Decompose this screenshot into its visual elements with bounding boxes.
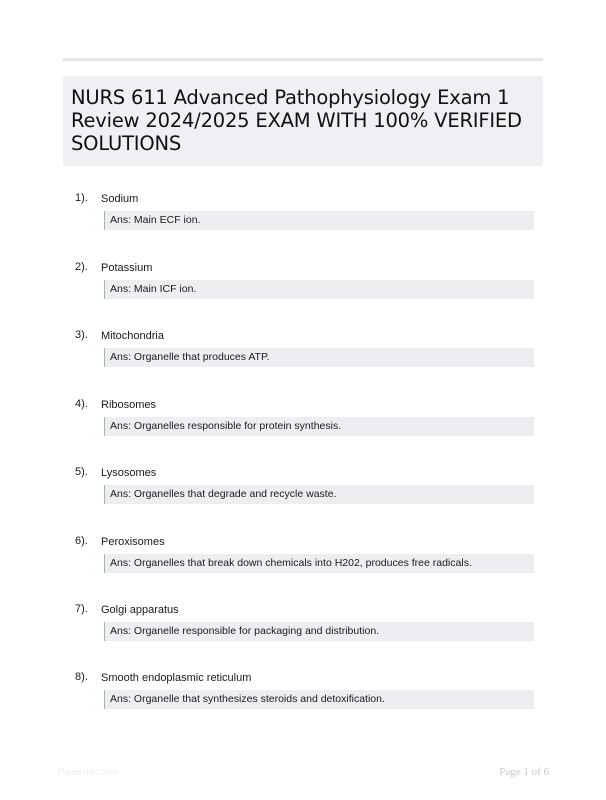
answer-box: Ans: Main ICF ion. [104, 280, 534, 299]
answer-box: Ans: Organelle that produces ATP. [104, 348, 534, 367]
question-term: Lysosomes [101, 467, 157, 479]
answer-box: Ans: Organelles that degrade and recycle waste. [104, 485, 534, 504]
question-number: 5). [75, 466, 88, 478]
question-number: 1). [75, 192, 88, 204]
question-item [0, 328, 606, 388]
page-indicator: Page 1 of 6 [499, 766, 549, 778]
title-block [63, 76, 543, 166]
question-term: Ribosomes [101, 399, 157, 411]
question-item [0, 602, 606, 662]
question-number: 7). [75, 603, 88, 615]
answer-box: Ans: Organelle that synthesizes steroids and detoxification. [104, 690, 534, 709]
question-term: Peroxisomes [101, 536, 165, 548]
footer-watermark: Papersbic.com [58, 767, 118, 777]
answer-box: Ans: Organelles responsible for protein synthesis. [104, 417, 534, 436]
question-number: 8). [75, 671, 88, 683]
answer-box: Ans: Organelle responsible for packaging and distribution. [104, 622, 534, 641]
question-item [0, 191, 606, 251]
document-title: NURS 611 Advanced Pathophysiology Exam 1 Review 2024/2025 EXAM WITH 100% VERIFIED SOLUTIONS [71, 86, 522, 155]
question-item [0, 397, 606, 457]
top-divider [63, 58, 543, 61]
question-item [0, 465, 606, 525]
question-number: 3). [75, 329, 88, 341]
question-number: 2). [75, 261, 88, 273]
question-term: Potassium [101, 262, 153, 274]
answer-box: Ans: Main ECF ion. [104, 211, 534, 230]
question-number: 6). [75, 535, 88, 547]
question-item [0, 534, 606, 594]
question-term: Smooth endoplasmic reticulum [101, 672, 252, 684]
question-item [0, 670, 606, 730]
question-item [0, 260, 606, 320]
question-term: Sodium [101, 193, 139, 205]
question-term: Golgi apparatus [101, 604, 179, 616]
question-term: Mitochondria [101, 330, 164, 342]
answer-box: Ans: Organelles that break down chemicals into H202, produces free radicals. [104, 554, 534, 573]
question-number: 4). [75, 398, 88, 410]
